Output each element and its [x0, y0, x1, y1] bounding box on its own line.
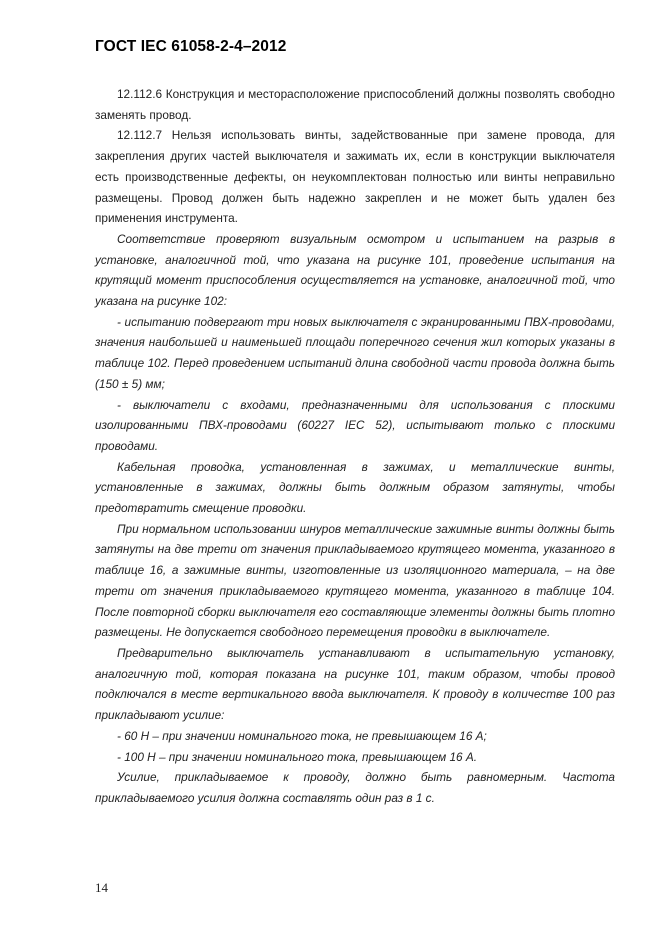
paragraph-test-setup: Предварительно выключатель устанавливают в испытательную установку, аналогичную той, которая показана на рисунке 101, таким образом, чтобы провод подключался в месте вертикального ввода выключателя. К проводу в количестве 100 раз прикладывают усилие: [95, 645, 615, 723]
paragraph-cable-wiring: Кабельная проводка, установленная в зажимах, и металлические винты, установленные в зажимах, должны быть должным образом затянуты, чтобы предотвратить смещение проводки. [95, 459, 615, 516]
list-item-100n: - 100 Н – при значении номинального тока, превышающем 16 А. [117, 749, 478, 764]
paragraph-compliance-check: Соответствие проверяют визуальным осмотром и испытанием на разрыв в установке, аналогичной той, что указана на рисунке 101, проведение испытания на крутящий момент приспособления осуществляется на установке, аналогичной той, что указана на рисунке 102: [95, 231, 615, 309]
body-text [95, 84, 615, 809]
page-number: 14 [95, 880, 108, 895]
standard-header: ГОСТ IEC 61058-2-4–2012 [95, 38, 287, 55]
list-item-pvc-wires: - испытанию подвергают три новых выключателя с экранированными ПВХ-проводами, значения наибольшей и наименьшей площади поперечного сечения жил которых указаны в таблице 102. Перед проведением испытаний длина свободной части провода должна быть (150 ± 5) мм; [95, 314, 615, 391]
paragraph-force-frequency: Усилие, прикладываемое к проводу, должно быть равномерным. Частота прикладываемого усилия должна составлять один раз в 1 с. [95, 770, 615, 805]
list-item-flat-wires: - выключатели с входами, предназначенными для использования с плоскими изолированными ПВХ-проводами (60227 IEC 52), испытывают только с плоскими проводами. [95, 397, 615, 453]
paragraph-normal-use: При нормальном использовании шнуров металлические зажимные винты должны быть затянуты на две трети от значения прикладываемого крутящего момента, указанного в таблице 16, а зажимные винты, изготовленные из изоляционного материала, – на две трети от значения прикладываемого крутящего момента, указанного в таблице 104. После повторной сборки выключателя его составляющие элементы должны быть плотно размещены. Не допускается свободного перемещения проводки в выключателе. [95, 521, 615, 640]
paragraph-12-112-6: 12.112.6 Конструкция и месторасположение приспособлений должны позволять свободно заменять провод. [95, 87, 615, 122]
paragraph-12-112-7: 12.112.7 Нельзя использовать винты, задействованные при замене провода, для закрепления других частей выключателя и зажимать их, если в конструкции выключателя есть производственные дефекты, он неукомплектован полностью или винты неправильно размещены. Провод должен быть надежно закреплен и не может быть удален без применения инструмента. [95, 128, 615, 226]
list-item-60n: - 60 Н – при значении номинального тока, не превышающем 16 А; [117, 728, 487, 743]
